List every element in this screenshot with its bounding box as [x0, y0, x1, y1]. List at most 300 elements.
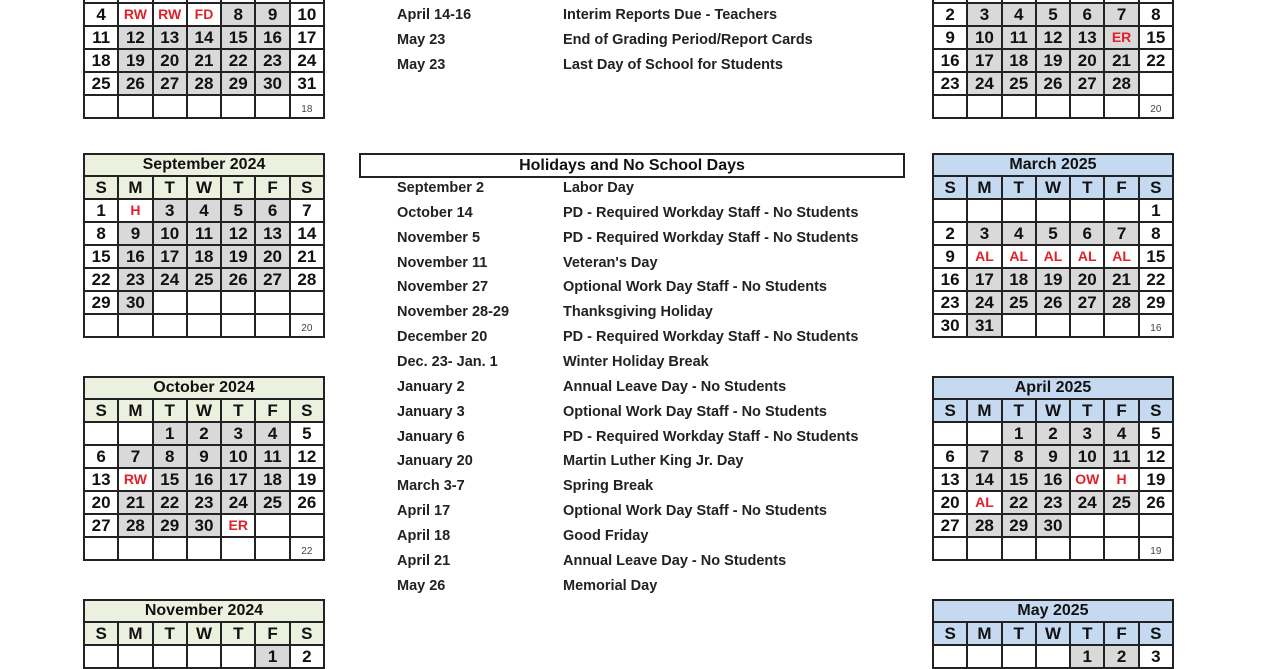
weekday-header: F: [255, 399, 289, 422]
day-cell: 13: [153, 26, 187, 49]
event-date: November 27: [397, 279, 489, 296]
weekday-header: S: [933, 176, 967, 199]
week-row: [933, 468, 1173, 491]
day-cell: 28: [118, 514, 152, 537]
weekday-header: T: [153, 399, 187, 422]
day-cell: [967, 199, 1001, 222]
day-cell: 7: [290, 199, 324, 222]
day-cell: 10: [290, 3, 324, 26]
weekday-header: M: [967, 622, 1001, 645]
day-cell: [967, 537, 1001, 560]
event-date: April 14-16: [397, 7, 472, 23]
day-cell: 28: [967, 514, 1001, 537]
day-cell: 28: [187, 72, 221, 95]
day-cell: 9: [118, 222, 152, 245]
day-cell: 1: [84, 199, 118, 222]
day-cell: 19: [290, 468, 324, 491]
day-cell: 9: [933, 26, 967, 49]
day-cell: 12: [1036, 26, 1070, 49]
day-cell: 19: [118, 49, 152, 72]
day-cell: [255, 314, 289, 337]
day-cell: [290, 514, 324, 537]
day-cell: [1104, 537, 1138, 560]
day-cell: 27: [255, 268, 289, 291]
event-date: March 3-7: [397, 478, 465, 495]
day-cell: [1104, 514, 1138, 537]
day-cell: 17: [967, 49, 1001, 72]
day-cell: 3: [967, 3, 1001, 26]
weekday-header: F: [255, 622, 289, 645]
day-cell: 4: [255, 422, 289, 445]
day-code: ER: [1104, 26, 1138, 49]
day-cell: [1104, 314, 1138, 337]
day-cell: [118, 645, 152, 668]
week-row: [933, 3, 1173, 26]
day-cell: [187, 314, 221, 337]
day-cell: 22: [153, 491, 187, 514]
day-count: 16: [1139, 314, 1173, 337]
day-cell: [1070, 95, 1104, 118]
day-cell: 21: [1104, 49, 1138, 72]
day-cell: [221, 645, 255, 668]
day-cell: 23: [1036, 491, 1070, 514]
day-count: 18: [290, 95, 324, 118]
day-cell: [255, 537, 289, 560]
event-name: Winter Holiday Break: [563, 353, 709, 370]
day-count: 20: [290, 314, 324, 337]
day-cell: 6: [1070, 3, 1104, 26]
day-cell: 15: [153, 468, 187, 491]
day-cell: 7: [118, 445, 152, 468]
day-cell: 29: [1139, 291, 1173, 314]
weekday-header: T: [1002, 399, 1036, 422]
day-cell: 19: [221, 245, 255, 268]
day-cell: 13: [255, 222, 289, 245]
day-cell: 22: [1139, 268, 1173, 291]
day-cell: 10: [1070, 445, 1104, 468]
day-cell: 1: [1002, 422, 1036, 445]
week-row: [84, 445, 324, 468]
day-cell: 8: [1002, 445, 1036, 468]
day-cell: 5: [1139, 422, 1173, 445]
weekday-header: W: [1036, 622, 1070, 645]
event-date: May 23: [397, 31, 446, 48]
calendar-march-2025: [932, 153, 1174, 338]
day-cell: [1002, 314, 1036, 337]
day-cell: 26: [1139, 491, 1173, 514]
day-cell: 4: [1104, 422, 1138, 445]
day-cell: [1104, 199, 1138, 222]
day-cell: [84, 95, 118, 118]
day-cell: 29: [153, 514, 187, 537]
day-cell: 30: [255, 72, 289, 95]
day-cell: 11: [84, 26, 118, 49]
day-code: AL: [1002, 245, 1036, 268]
day-cell: 29: [221, 72, 255, 95]
day-cell: 26: [1036, 72, 1070, 95]
event-name: Spring Break: [563, 478, 654, 495]
day-cell: 29: [1002, 514, 1036, 537]
event-name: Memorial Day: [563, 577, 658, 594]
day-cell: [118, 422, 152, 445]
day-cell: 7: [967, 445, 1001, 468]
calendar-may-2025: [932, 599, 1174, 669]
weekday-header: F: [255, 176, 289, 199]
event-date: Dec. 23- Jan. 1: [397, 353, 498, 370]
day-cell: 25: [1104, 491, 1138, 514]
week-row: [84, 26, 324, 49]
week-row: [84, 72, 324, 95]
weekday-header: M: [118, 399, 152, 422]
weekday-header: T: [1002, 176, 1036, 199]
weekday-header: T: [153, 176, 187, 199]
day-cell: [187, 645, 221, 668]
day-cell: 14: [290, 222, 324, 245]
week-row: [933, 26, 1173, 49]
weekday-header: T: [221, 622, 255, 645]
day-cell: 24: [221, 491, 255, 514]
weekday-header: S: [290, 176, 324, 199]
day-cell: [187, 537, 221, 560]
holidays-heading: Holidays and No School Days: [359, 153, 905, 178]
day-cell: 11: [187, 222, 221, 245]
day-code: RW: [153, 3, 187, 26]
day-cell: [933, 645, 967, 668]
day-cell: 4: [1002, 3, 1036, 26]
day-cell: 13: [933, 468, 967, 491]
day-cell: 23: [187, 491, 221, 514]
day-cell: 6: [1070, 222, 1104, 245]
day-cell: 9: [933, 245, 967, 268]
week-row: [84, 468, 324, 491]
day-cell: 26: [290, 491, 324, 514]
week-row: [84, 49, 324, 72]
weekday-header: F: [1104, 399, 1138, 422]
event-name: Annual Leave Day - No Students: [563, 552, 787, 569]
day-cell: [221, 314, 255, 337]
day-cell: 26: [118, 72, 152, 95]
day-cell: 5: [1036, 222, 1070, 245]
day-cell: 6: [84, 445, 118, 468]
day-cell: 14: [967, 468, 1001, 491]
day-code: RW: [118, 3, 152, 26]
day-cell: 8: [221, 3, 255, 26]
weekday-header: T: [1070, 176, 1104, 199]
day-cell: 20: [84, 491, 118, 514]
weekday-header: S: [1139, 622, 1173, 645]
day-cell: [84, 314, 118, 337]
day-cell: 2: [290, 645, 324, 668]
day-cell: 8: [1139, 222, 1173, 245]
week-row: [84, 314, 324, 337]
day-cell: 10: [967, 26, 1001, 49]
month-title: September 2024: [84, 154, 324, 176]
day-cell: 2: [1104, 645, 1138, 668]
day-cell: [1070, 514, 1104, 537]
day-cell: 31: [967, 314, 1001, 337]
day-cell: 24: [290, 49, 324, 72]
day-cell: 8: [153, 445, 187, 468]
day-cell: [1036, 645, 1070, 668]
week-row: [84, 95, 324, 118]
day-cell: 27: [153, 72, 187, 95]
event-name: Interim Reports Due - Teachers: [563, 7, 778, 23]
day-cell: 11: [255, 445, 289, 468]
event-date: May 26: [397, 577, 446, 594]
day-cell: 23: [933, 72, 967, 95]
event-name: Optional Work Day Staff - No Students: [563, 403, 827, 420]
day-cell: 16: [1036, 468, 1070, 491]
day-cell: [933, 537, 967, 560]
day-cell: 19: [1139, 468, 1173, 491]
event-date: December 20: [397, 329, 488, 346]
day-cell: [84, 645, 118, 668]
day-cell: 24: [1070, 491, 1104, 514]
day-cell: [153, 645, 187, 668]
day-cell: [1036, 314, 1070, 337]
day-cell: 24: [967, 72, 1001, 95]
day-cell: [153, 291, 187, 314]
day-cell: 1: [153, 422, 187, 445]
day-cell: 15: [1139, 26, 1173, 49]
day-cell: [290, 291, 324, 314]
day-cell: 2: [933, 222, 967, 245]
event-date: November 11: [397, 254, 488, 271]
day-cell: 12: [1139, 445, 1173, 468]
day-cell: 3: [967, 222, 1001, 245]
day-cell: [1139, 72, 1173, 95]
day-cell: 1: [1070, 645, 1104, 668]
week-row: [933, 291, 1173, 314]
day-cell: 25: [1002, 72, 1036, 95]
day-cell: 18: [1002, 49, 1036, 72]
event-date: January 3: [397, 403, 465, 420]
weekday-header: T: [221, 176, 255, 199]
day-code: AL: [967, 245, 1001, 268]
day-cell: 3: [1139, 645, 1173, 668]
day-cell: 9: [255, 3, 289, 26]
day-cell: [967, 422, 1001, 445]
day-cell: 15: [84, 245, 118, 268]
weekday-header: S: [933, 399, 967, 422]
day-cell: [118, 95, 152, 118]
weekday-header: S: [1139, 176, 1173, 199]
day-cell: 10: [221, 445, 255, 468]
day-cell: 20: [153, 49, 187, 72]
event-date: May 23: [397, 56, 446, 73]
event-name: Optional Work Day Staff - No Students: [563, 279, 827, 296]
weekday-header: W: [1036, 399, 1070, 422]
day-cell: [1002, 537, 1036, 560]
month-title: October 2024: [84, 377, 324, 399]
week-row: [84, 199, 324, 222]
event-date: October 14: [397, 204, 473, 221]
week-row: [84, 491, 324, 514]
day-cell: 30: [118, 291, 152, 314]
day-code: OW: [1070, 468, 1104, 491]
event-name: PD - Required Workday Staff - No Students: [563, 329, 859, 346]
weekday-header: W: [187, 399, 221, 422]
weekday-header: W: [1036, 176, 1070, 199]
event-date: January 20: [397, 453, 473, 470]
day-cell: [187, 291, 221, 314]
day-cell: 2: [1036, 422, 1070, 445]
week-row: [933, 445, 1173, 468]
day-cell: 9: [187, 445, 221, 468]
day-cell: [967, 95, 1001, 118]
day-cell: 25: [255, 491, 289, 514]
day-cell: [187, 95, 221, 118]
day-cell: 17: [153, 245, 187, 268]
weekday-header: S: [84, 399, 118, 422]
day-count: 19: [1139, 537, 1173, 560]
day-cell: [221, 537, 255, 560]
month-title: November 2024: [84, 600, 324, 622]
event-date: November 5: [397, 229, 481, 246]
calendar-april-2025: [932, 376, 1174, 561]
event-name: End of Grading Period/Report Cards: [563, 31, 813, 48]
day-code: H: [118, 199, 152, 222]
day-cell: 22: [84, 268, 118, 291]
day-cell: 8: [1139, 3, 1173, 26]
day-cell: 21: [187, 49, 221, 72]
week-row: [933, 95, 1173, 118]
weekday-header: M: [967, 176, 1001, 199]
day-cell: [933, 199, 967, 222]
event-name: Veteran's Day: [563, 254, 658, 271]
weekday-header: T: [1070, 399, 1104, 422]
week-row: [933, 199, 1173, 222]
day-cell: 14: [187, 26, 221, 49]
day-cell: 20: [255, 245, 289, 268]
day-cell: [84, 537, 118, 560]
day-cell: 25: [1002, 291, 1036, 314]
day-cell: 18: [187, 245, 221, 268]
weekday-header: M: [967, 399, 1001, 422]
day-cell: 11: [1002, 26, 1036, 49]
event-date: April 17: [397, 503, 451, 520]
day-cell: 25: [187, 268, 221, 291]
day-cell: 23: [255, 49, 289, 72]
day-cell: 27: [933, 514, 967, 537]
event-name: PD - Required Workday Staff - No Students: [563, 229, 859, 246]
day-code: AL: [1104, 245, 1138, 268]
day-cell: 28: [1104, 291, 1138, 314]
day-cell: 9: [1036, 445, 1070, 468]
weekday-header: T: [153, 622, 187, 645]
day-cell: 5: [290, 422, 324, 445]
day-cell: [1104, 95, 1138, 118]
day-cell: 1: [1139, 199, 1173, 222]
day-cell: [1002, 645, 1036, 668]
day-cell: 28: [290, 268, 324, 291]
day-count: 22: [290, 537, 324, 560]
day-cell: 21: [118, 491, 152, 514]
day-cell: [1002, 95, 1036, 118]
day-cell: [1002, 199, 1036, 222]
day-cell: 4: [1002, 222, 1036, 245]
day-cell: 7: [1104, 3, 1138, 26]
day-cell: 3: [153, 199, 187, 222]
week-row: [933, 537, 1173, 560]
day-cell: 4: [84, 3, 118, 26]
week-row: [84, 514, 324, 537]
day-cell: 31: [290, 72, 324, 95]
event-name: Good Friday: [563, 527, 649, 544]
day-cell: 29: [84, 291, 118, 314]
day-cell: 16: [933, 268, 967, 291]
event-name: PD - Required Workday Staff - No Students: [563, 204, 859, 221]
week-row: [933, 49, 1173, 72]
day-cell: 6: [255, 199, 289, 222]
day-cell: 21: [1104, 268, 1138, 291]
event-date: November 28-29: [397, 304, 510, 321]
day-cell: [153, 95, 187, 118]
event-date: January 2: [397, 378, 465, 395]
week-row: [84, 291, 324, 314]
day-cell: 20: [933, 491, 967, 514]
day-cell: 19: [1036, 268, 1070, 291]
day-cell: 20: [1070, 49, 1104, 72]
week-row: [84, 3, 324, 26]
day-cell: 8: [84, 222, 118, 245]
weekday-header: S: [84, 176, 118, 199]
day-cell: 24: [967, 291, 1001, 314]
calendar-august-2024: [83, 0, 325, 119]
day-cell: 15: [1002, 468, 1036, 491]
day-cell: 26: [221, 268, 255, 291]
day-cell: 27: [84, 514, 118, 537]
day-cell: 2: [933, 3, 967, 26]
day-cell: 13: [84, 468, 118, 491]
weekday-header: T: [1070, 622, 1104, 645]
event-name: Annual Leave Day - No Students: [563, 378, 787, 395]
weekday-header: T: [1002, 622, 1036, 645]
week-row: [933, 491, 1173, 514]
week-row: [84, 222, 324, 245]
day-cell: [1036, 537, 1070, 560]
day-cell: 21: [290, 245, 324, 268]
day-cell: 12: [290, 445, 324, 468]
day-code: ER: [221, 514, 255, 537]
weekday-header: S: [290, 399, 324, 422]
weekday-header: M: [118, 622, 152, 645]
week-row: [933, 222, 1173, 245]
day-cell: 13: [1070, 26, 1104, 49]
day-code: AL: [967, 491, 1001, 514]
month-title: April 2025: [933, 377, 1173, 399]
day-cell: 22: [1002, 491, 1036, 514]
week-row: [84, 537, 324, 560]
day-cell: 1: [255, 645, 289, 668]
calendar-november-2024: [83, 599, 325, 669]
day-cell: 17: [967, 268, 1001, 291]
week-row: [84, 422, 324, 445]
day-cell: [933, 95, 967, 118]
month-title: May 2025: [933, 600, 1173, 622]
day-cell: 17: [221, 468, 255, 491]
weekday-header: S: [933, 622, 967, 645]
week-row: [84, 645, 324, 668]
day-cell: 3: [1070, 422, 1104, 445]
weekday-header: W: [187, 176, 221, 199]
week-row: [933, 245, 1173, 268]
day-cell: [84, 422, 118, 445]
day-code: AL: [1070, 245, 1104, 268]
event-name: Martin Luther King Jr. Day: [563, 453, 744, 470]
day-count: 20: [1139, 95, 1173, 118]
day-cell: 23: [118, 268, 152, 291]
